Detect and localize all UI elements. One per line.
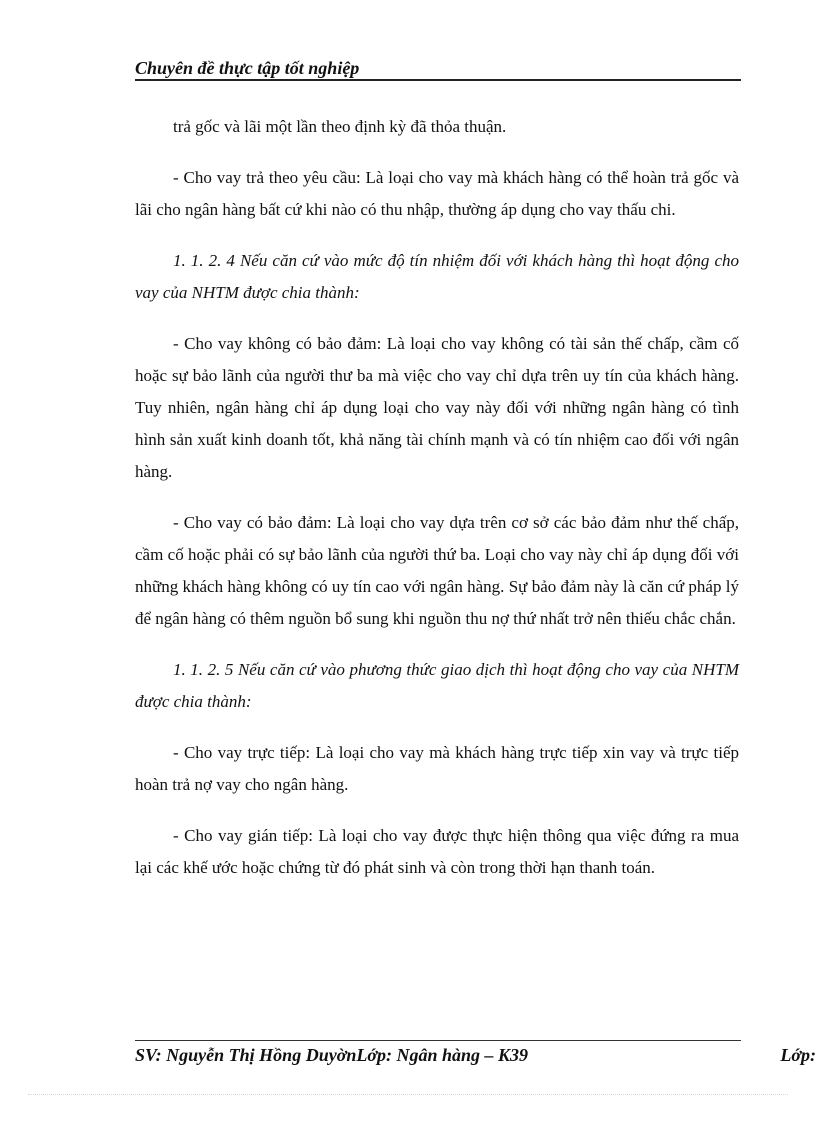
footer-divider	[135, 1040, 741, 1041]
document-body	[135, 111, 739, 903]
paragraph-repayment-on-demand: - Cho vay trả theo yêu cầu: Là loại cho vay mà khách hàng có thể hoàn trả gốc và lãi cho ngân hàng bất cứ khi nào có thu nhập, thường áp dụng cho vay thấu chi.	[135, 168, 739, 219]
section-heading-1-1-2-4: 1. 1. 2. 4 Nếu căn cứ vào mức độ tín nhiệm đối với khách hàng thì hoạt động cho vay của NHTM được chia thành:	[135, 251, 739, 302]
paragraph-indirect-loan: - Cho vay gián tiếp: Là loại cho vay được thực hiện thông qua việc đứng ra mua lại các khế ước hoặc chứng từ đó phát sinh và còn trong thời hạn thanh toán.	[135, 826, 739, 877]
section-heading-1-1-2-5: 1. 1. 2. 5 Nếu căn cứ vào phương thức giao dịch thì hoạt động cho vay của NHTM được chia thành:	[135, 660, 739, 711]
page-footer	[135, 1044, 816, 1066]
paragraph-unsecured-loan: - Cho vay không có bảo đảm: Là loại cho vay không có tài sản thế chấp, cầm cố hoặc sự bảo lãnh của người thư ba mà việc cho vay chỉ dựa trên uy tín của khách hàng. Tuy nhiên, ngân hàng chỉ áp dụng loại cho vay này đối với những ngân hàng có tình hình sản xuất kinh doanh tốt, khả năng tài chính mạnh và có tín nhiệm cao đối với ngân hàng.	[135, 334, 739, 481]
paragraph-secured-loan: - Cho vay có bảo đảm: Là loại cho vay dựa trên cơ sở các bảo đảm như thế chấp, cầm cố hoặc phải có sự bảo lãnh của người thứ ba. Loại cho vay này chỉ áp dụng đối với những khách hàng không có uy tín cao với ngân hàng. Sự bảo đảm này là căn cứ pháp lý để ngân hàng có thêm nguồn bổ sung khi nguồn thu nợ thứ nhất trở nên thiếu chắc chắn.	[135, 513, 739, 628]
page-header	[135, 57, 741, 81]
page-bottom-divider	[28, 1094, 788, 1095]
footer-student-info: SV: Nguyễn Thị Hồng DuyờnLớp: Ngân hàng – K39	[135, 1045, 529, 1065]
paragraph-direct-loan: - Cho vay trực tiếp: Là loại cho vay mà khách hàng trực tiếp xin vay và trực tiếp hoàn trả nợ vay cho ngân hàng.	[135, 743, 739, 794]
header-title: Chuyên đề thực tập tốt nghiệp	[135, 58, 360, 78]
paragraph-continuation: trả gốc và lãi một lần theo định kỳ đã thỏa thuận.	[173, 117, 507, 136]
footer-class-label: Lớp:	[780, 1045, 816, 1065]
